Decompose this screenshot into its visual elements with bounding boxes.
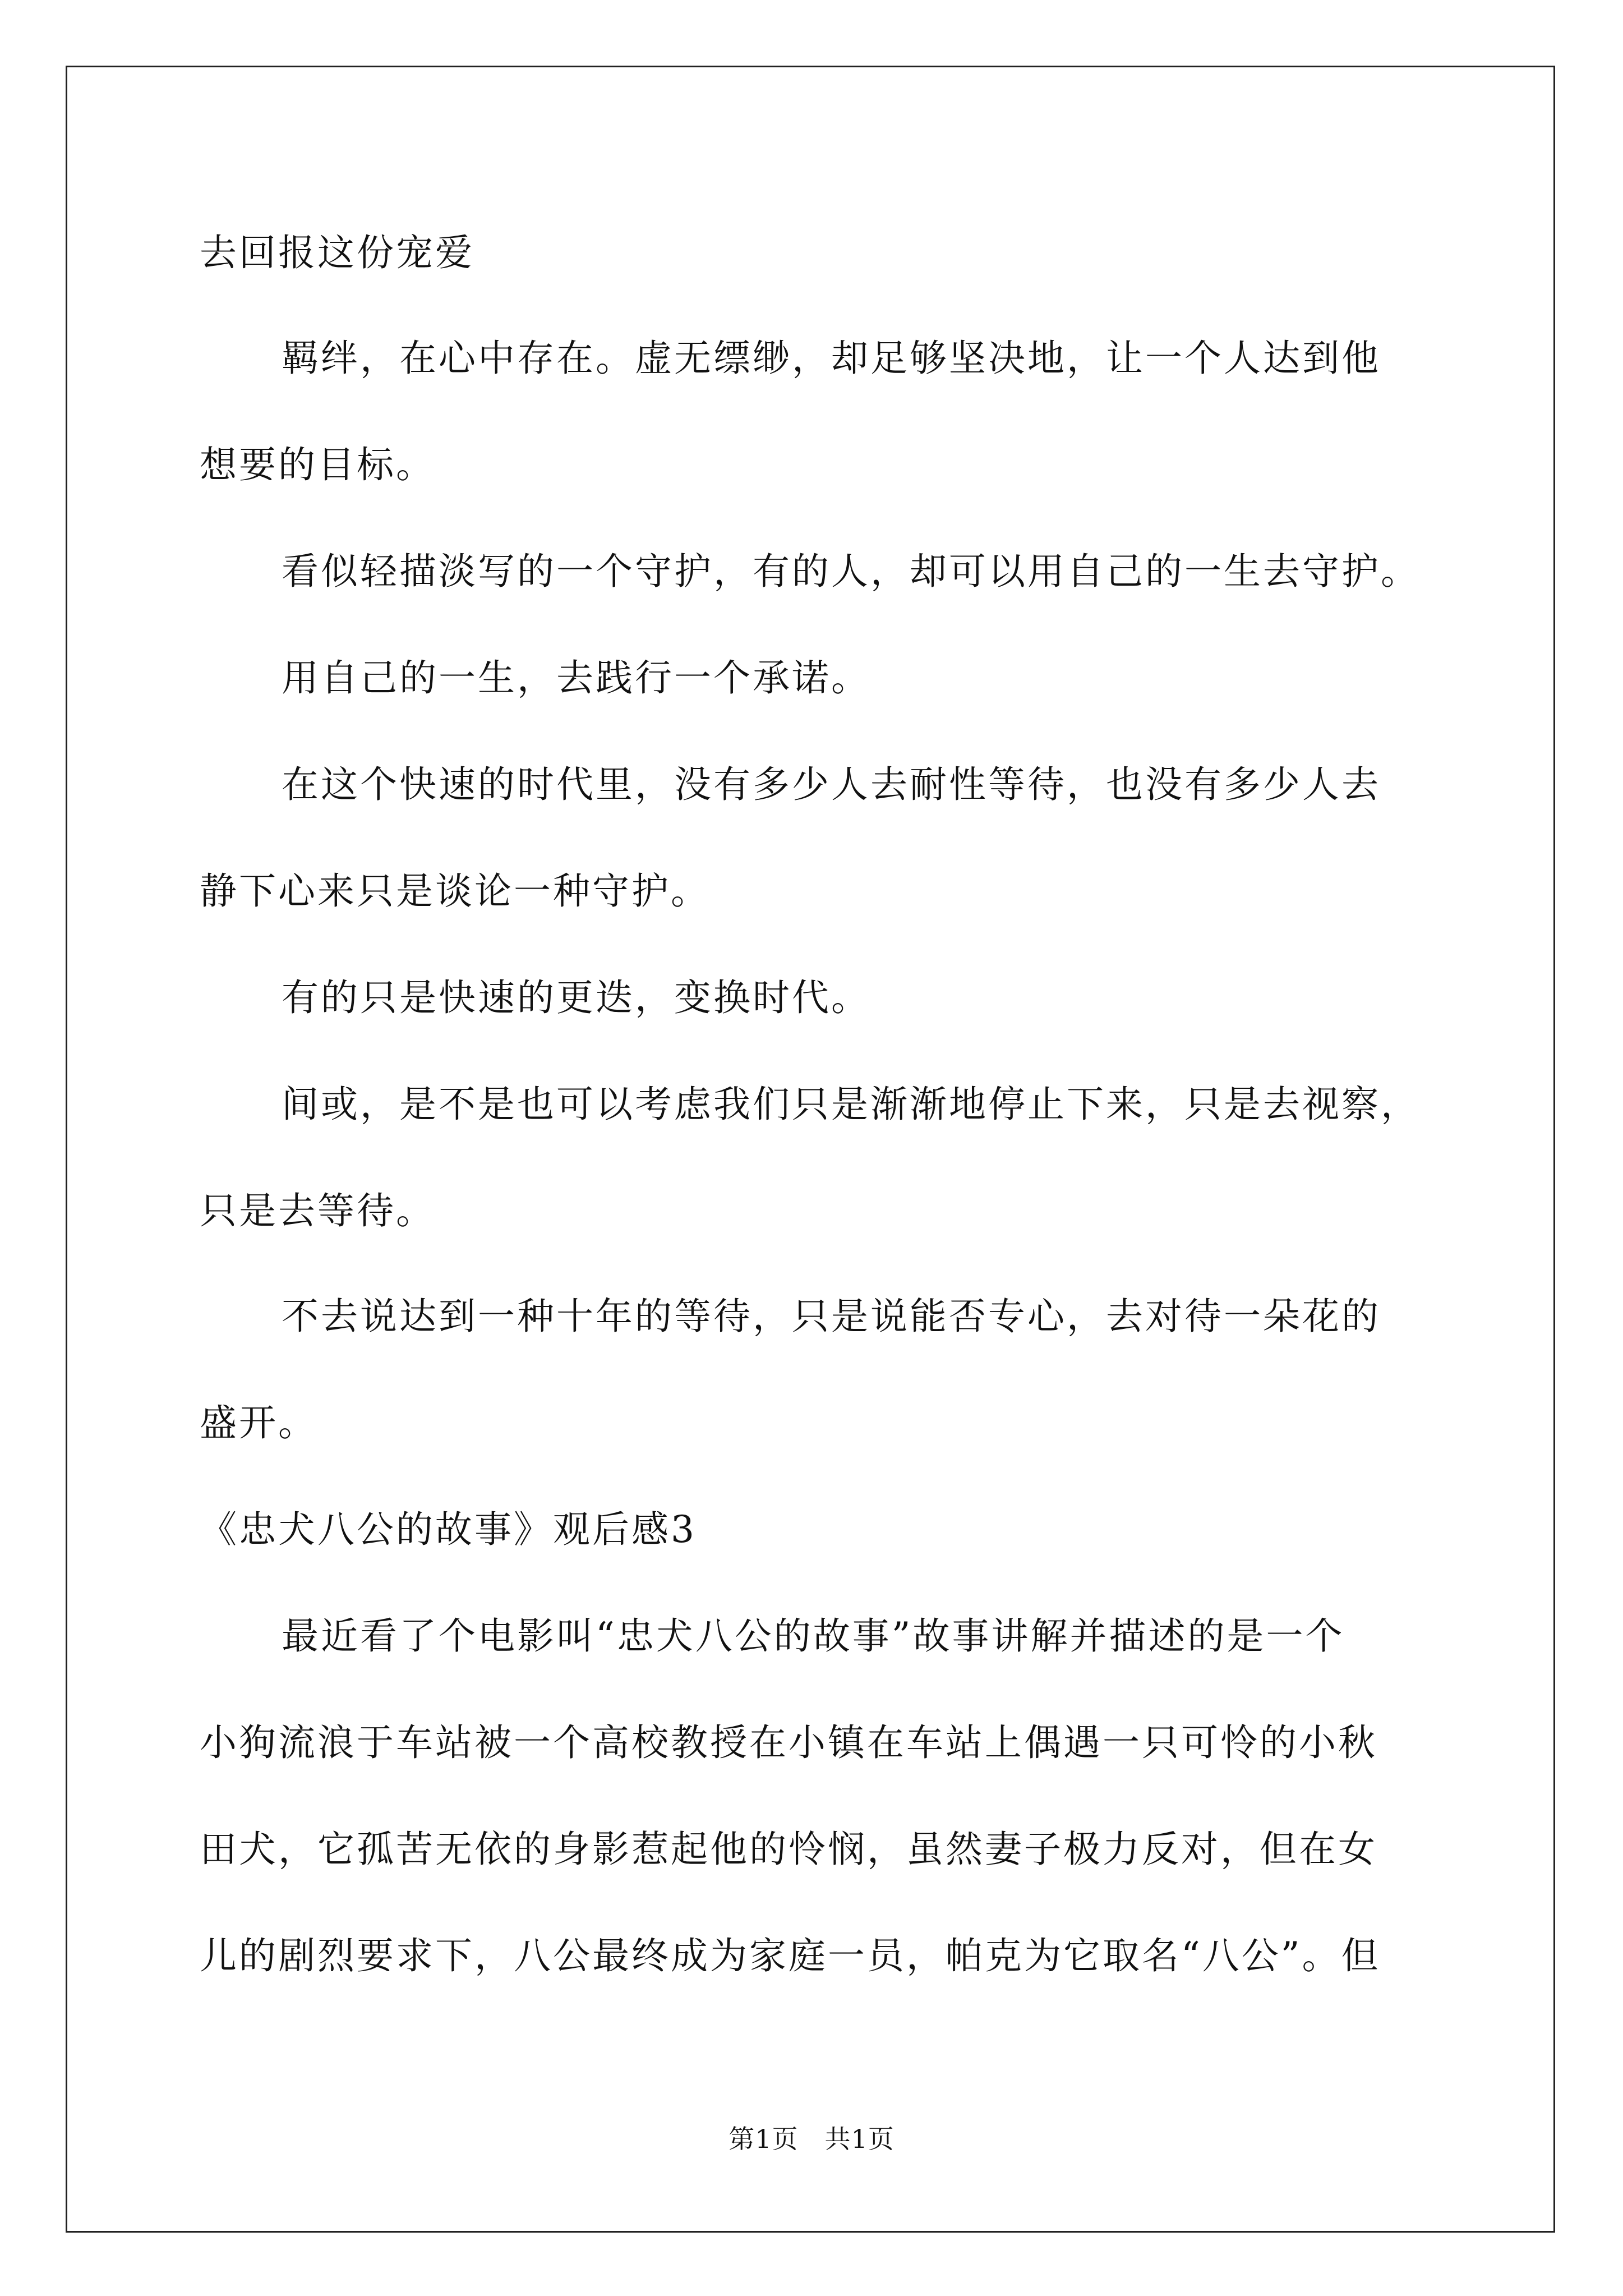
text-line: 小狗流浪于车站被一个高校教授在小镇在车站上偶遇一只可怜的小秋 [200, 1721, 1377, 1764]
paragraph-line: 看似轻描淡写的一个守护，有的人，却可以用自己的一生去守护。 [282, 550, 1420, 593]
text-line: 只是去等待。 [200, 1189, 435, 1232]
paragraph-line: 在这个快速的时代里，没有多少人去耐性等待，也没有多少人去 [282, 763, 1381, 806]
paragraph-line: 最近看了个电影叫“忠犬八公的故事”故事讲解并描述的是一个 [282, 1614, 1345, 1658]
text-line: 想要的目标。 [200, 443, 435, 486]
paragraph-line: 用自己的一生，去践行一个承诺。 [282, 656, 870, 700]
paragraph-line: 间或，是不是也可以考虑我们只是渐渐地停止下来，只是去视察， [282, 1083, 1420, 1126]
text-line: 静下心来只是谈论一种守护。 [200, 869, 710, 913]
text-line: 儿的剧烈要求下，八公最终成为家庭一员，帕克为它取名“八公”。但 [200, 1934, 1381, 1977]
paragraph-line: 羁绊，在心中存在。虚无缥缈，却足够坚决地，让一个人达到他 [282, 337, 1381, 380]
paragraph-line: 不去说达到一种十年的等待，只是说能否专心，去对待一朵花的 [282, 1295, 1381, 1338]
text-line: 去回报这份宠爱 [200, 231, 474, 274]
text-line: 田犬，它孤苦无依的身影惹起他的怜悯，虽然妻子极力反对，但在女 [200, 1828, 1377, 1871]
page-number: 第1页 共1页 [728, 2124, 895, 2154]
text-line: 盛开。 [200, 1401, 317, 1444]
paragraph-line: 有的只是快速的更迭，变换时代。 [282, 976, 870, 1019]
page-border [66, 66, 1555, 2233]
section-heading: 《忠犬八公的故事》观后感3 [200, 1508, 697, 1551]
